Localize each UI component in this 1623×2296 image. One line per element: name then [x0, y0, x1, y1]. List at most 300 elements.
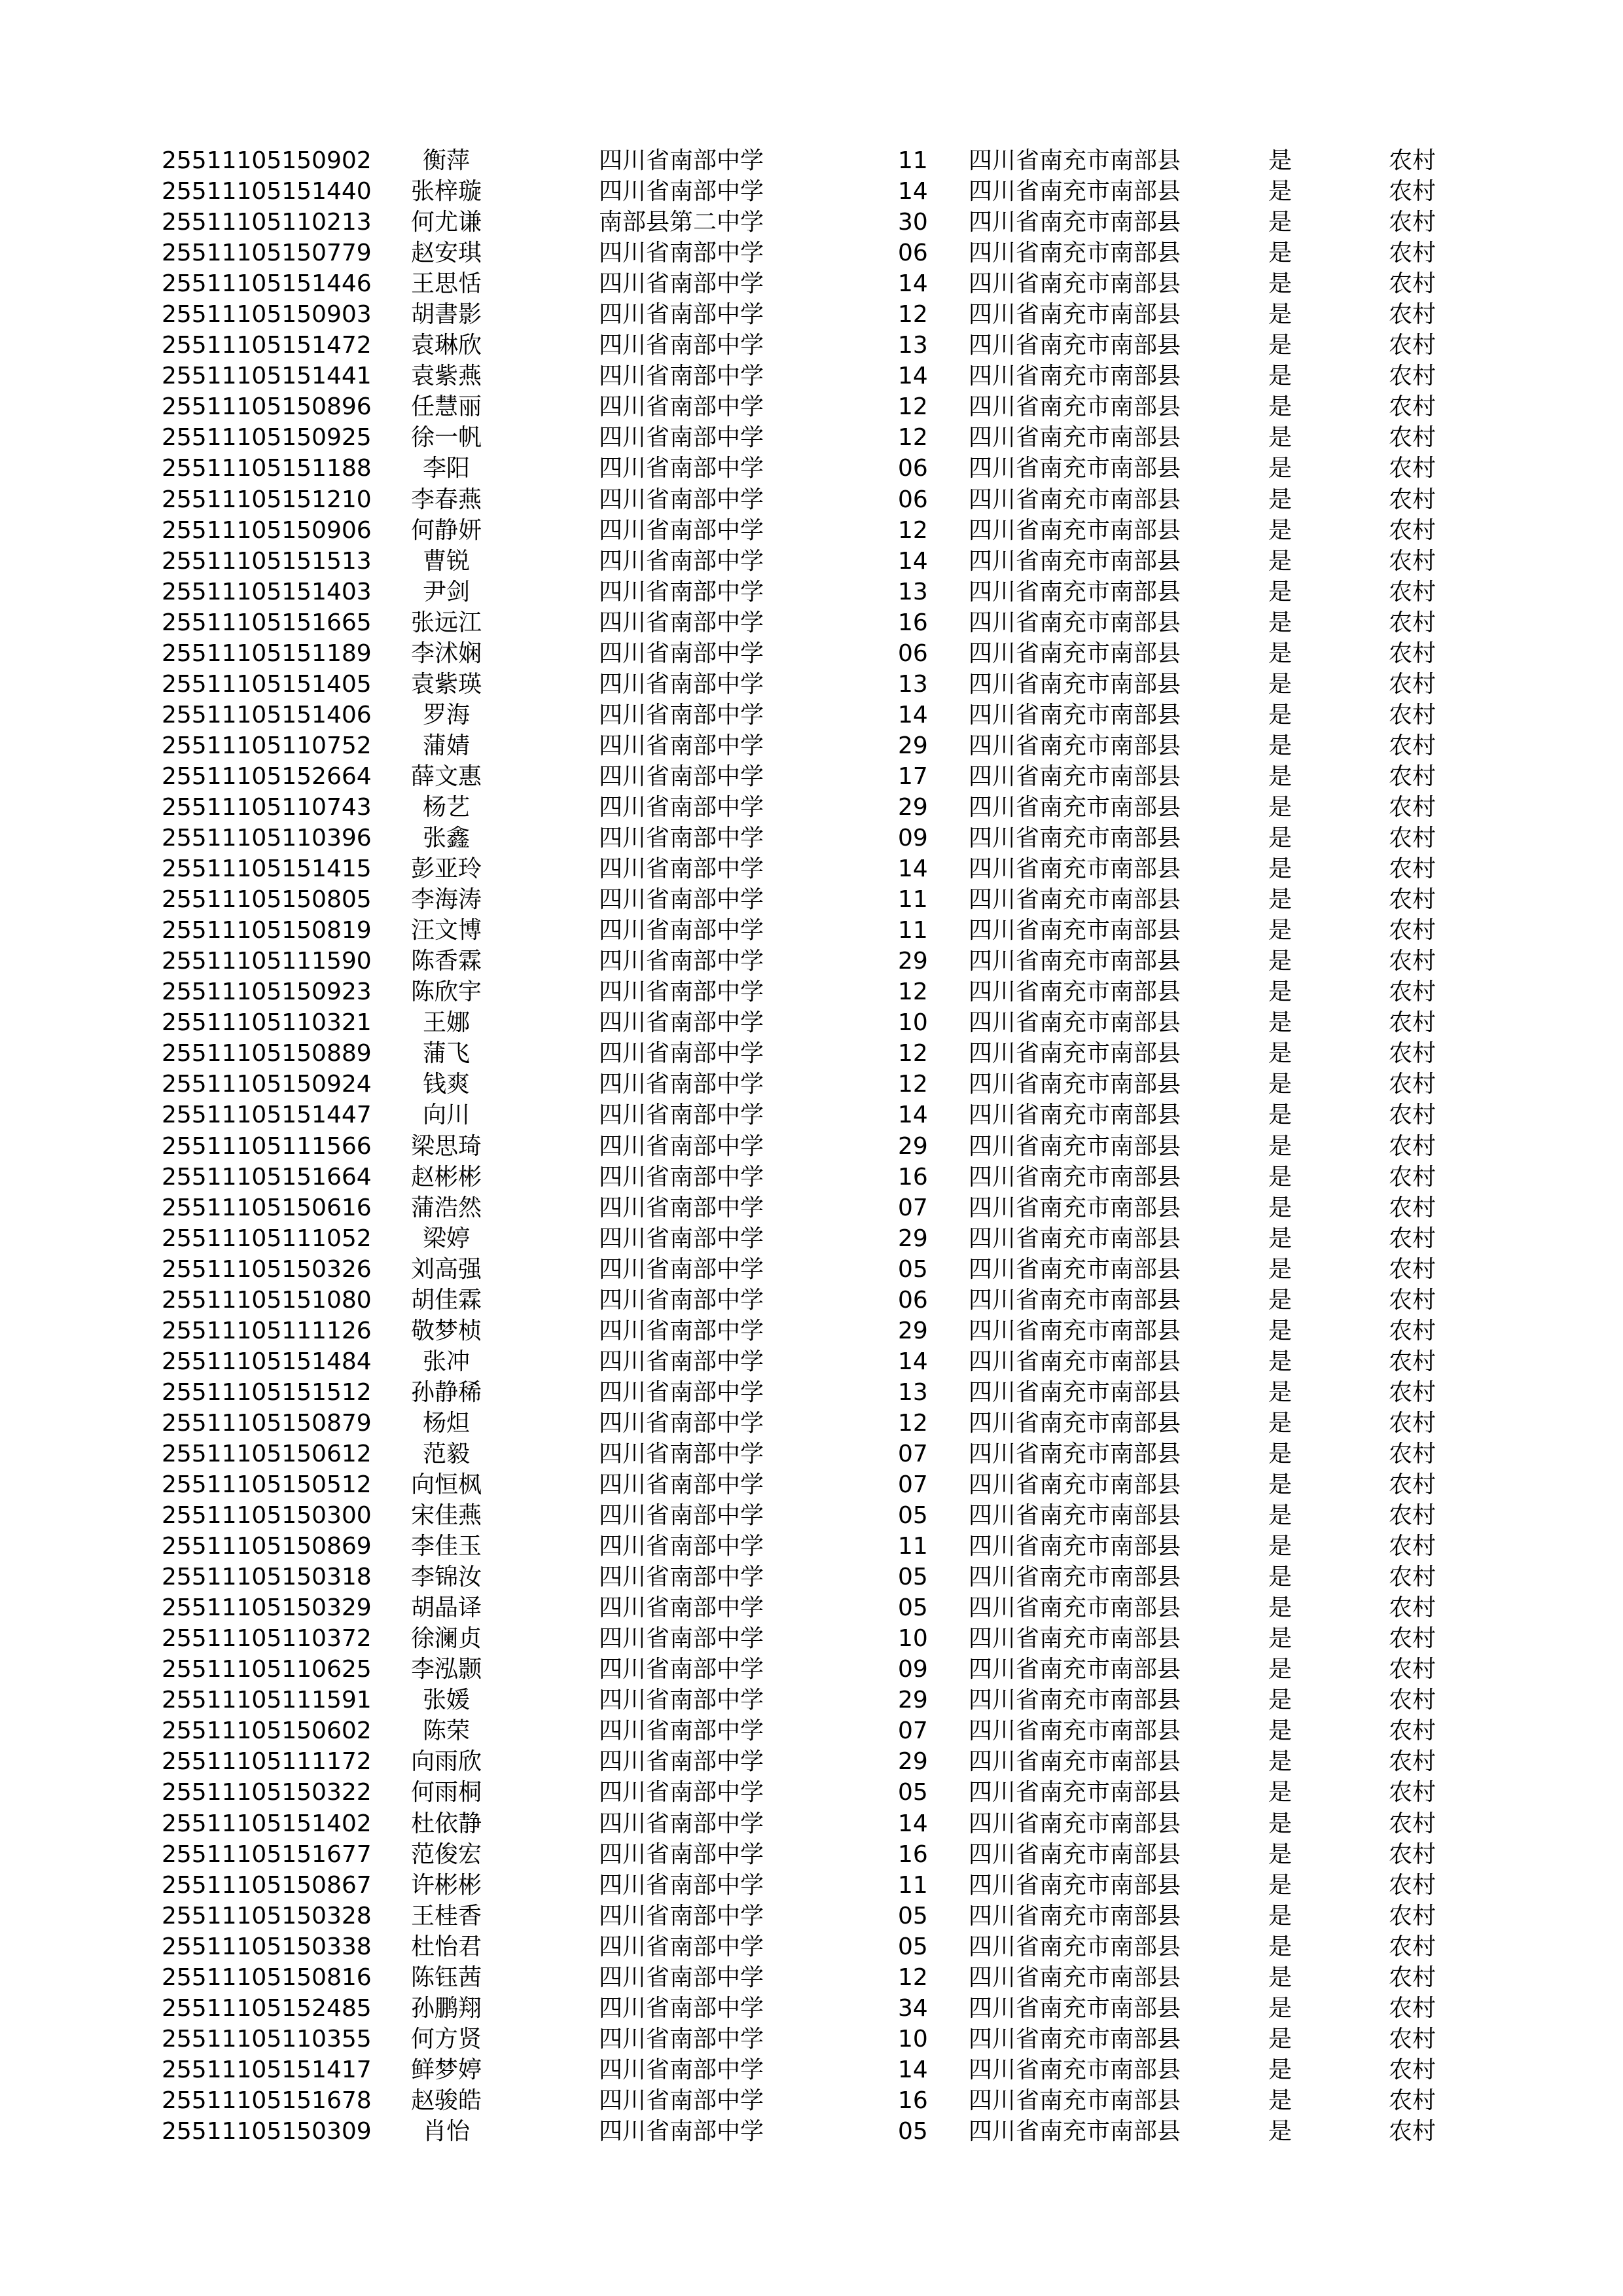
code-cell: 06 — [898, 240, 928, 267]
student-name-cell: 陈钰茜 — [410, 1964, 482, 1991]
flag-cell: 是 — [1268, 2025, 1293, 2053]
residence-type-cell: 农村 — [1389, 1132, 1436, 1160]
flag-cell: 是 — [1268, 1779, 1293, 1806]
residence-type-cell: 农村 — [1389, 732, 1436, 759]
table-row — [0, 453, 1623, 484]
code-cell: 07 — [898, 1194, 928, 1221]
residence-type-cell: 农村 — [1389, 2056, 1436, 2083]
school-name-cell: 四川省南部中学 — [599, 609, 764, 636]
flag-cell: 是 — [1268, 609, 1293, 636]
exam-number-cell: 25511105150889 — [162, 1040, 372, 1067]
exam-number-cell: 25511105150816 — [162, 1964, 372, 1991]
student-name-cell: 王娜 — [422, 1009, 470, 1037]
flag-cell: 是 — [1268, 855, 1293, 883]
residence-type-cell: 农村 — [1389, 1656, 1436, 1683]
flag-cell: 是 — [1268, 578, 1293, 605]
table-row — [0, 299, 1623, 330]
flag-cell: 是 — [1268, 886, 1293, 914]
exam-number-cell: 25511105150924 — [162, 1071, 372, 1098]
code-cell: 29 — [898, 1132, 928, 1160]
code-cell: 11 — [898, 147, 928, 174]
table-row — [0, 484, 1623, 515]
code-cell: 29 — [898, 1317, 928, 1344]
residence-type-cell: 农村 — [1389, 762, 1436, 790]
residence-type-cell: 农村 — [1389, 1748, 1436, 1776]
table-row — [0, 1038, 1623, 1069]
exam-number-cell: 25511105151440 — [162, 178, 372, 206]
school-name-cell: 四川省南部中学 — [599, 1040, 764, 1067]
exam-number-cell: 25511105151405 — [162, 670, 372, 698]
exam-number-cell: 25511105111172 — [162, 1748, 372, 1776]
student-name-cell: 敬梦桢 — [410, 1317, 482, 1344]
flag-cell: 是 — [1268, 1871, 1293, 1899]
exam-number-cell: 25511105150322 — [162, 1779, 372, 1806]
flag-cell: 是 — [1268, 270, 1293, 298]
school-name-cell: 四川省南部中学 — [599, 732, 764, 759]
code-cell: 06 — [898, 455, 928, 482]
exam-number-cell: 25511105150309 — [162, 2118, 372, 2145]
table-row — [0, 2054, 1623, 2085]
student-name-cell: 赵彬彬 — [410, 1163, 482, 1191]
code-cell: 29 — [898, 793, 928, 821]
code-cell: 29 — [898, 948, 928, 975]
school-name-cell: 四川省南部中学 — [599, 1656, 764, 1683]
exam-number-cell: 25511105111052 — [162, 1225, 372, 1252]
school-name-cell: 四川省南部中学 — [599, 1994, 764, 2022]
region-cell: 四川省南充市南部县 — [969, 1964, 1181, 1991]
region-cell: 四川省南充市南部县 — [969, 793, 1181, 821]
region-cell: 四川省南充市南部县 — [969, 1594, 1181, 1622]
exam-number-cell: 25511105111591 — [162, 1687, 372, 1714]
table-row — [0, 577, 1623, 607]
exam-number-cell: 25511105151664 — [162, 1163, 372, 1191]
flag-cell: 是 — [1268, 1810, 1293, 1837]
residence-type-cell: 农村 — [1389, 516, 1436, 544]
table-row — [0, 1285, 1623, 1316]
region-cell: 四川省南充市南部县 — [969, 1194, 1181, 1221]
region-cell: 四川省南充市南部县 — [969, 1163, 1181, 1191]
school-name-cell: 四川省南部中学 — [599, 1902, 764, 1929]
table-row — [0, 515, 1623, 546]
residence-type-cell: 农村 — [1389, 209, 1436, 236]
school-name-cell: 四川省南部中学 — [599, 1502, 764, 1530]
school-name-cell: 四川省南部中学 — [599, 147, 764, 174]
table-row — [0, 884, 1623, 915]
region-cell: 四川省南充市南部县 — [969, 1348, 1181, 1375]
residence-type-cell: 农村 — [1389, 2025, 1436, 2053]
residence-type-cell: 农村 — [1389, 609, 1436, 636]
residence-type-cell: 农村 — [1389, 486, 1436, 513]
school-name-cell: 四川省南部中学 — [599, 393, 764, 421]
school-name-cell: 四川省南部中学 — [599, 793, 764, 821]
code-cell: 11 — [898, 1871, 928, 1899]
student-name-cell: 赵安琪 — [410, 240, 482, 267]
school-name-cell: 四川省南部中学 — [599, 1779, 764, 1806]
school-name-cell: 四川省南部中学 — [599, 1409, 764, 1437]
student-name-cell: 任慧丽 — [410, 393, 482, 421]
student-name-cell: 胡佳霖 — [410, 1286, 482, 1314]
code-cell: 17 — [898, 762, 928, 790]
region-cell: 四川省南充市南部县 — [969, 1071, 1181, 1098]
table-row — [0, 1839, 1623, 1870]
student-name-cell: 李泓颢 — [410, 1656, 482, 1683]
residence-type-cell: 农村 — [1389, 1533, 1436, 1560]
flag-cell: 是 — [1268, 793, 1293, 821]
region-cell: 四川省南充市南部县 — [969, 1132, 1181, 1160]
school-name-cell: 四川省南部中学 — [599, 762, 764, 790]
flag-cell: 是 — [1268, 2118, 1293, 2145]
flag-cell: 是 — [1268, 1656, 1293, 1683]
code-cell: 13 — [898, 1378, 928, 1406]
school-name-cell: 南部县第二中学 — [599, 209, 764, 236]
student-name-cell: 孙鹏翔 — [410, 1994, 482, 2022]
flag-cell: 是 — [1268, 1378, 1293, 1406]
residence-type-cell: 农村 — [1389, 332, 1436, 359]
residence-type-cell: 农村 — [1389, 1687, 1436, 1714]
exam-number-cell: 25511105151417 — [162, 2056, 372, 2083]
student-name-cell: 胡書影 — [410, 301, 482, 329]
region-cell: 四川省南充市南部县 — [969, 486, 1181, 513]
code-cell: 06 — [898, 1286, 928, 1314]
region-cell: 四川省南充市南部县 — [969, 1040, 1181, 1067]
table-row — [0, 638, 1623, 669]
student-name-cell: 蒲婧 — [422, 732, 470, 759]
code-cell: 16 — [898, 1840, 928, 1868]
exam-number-cell: 25511105151447 — [162, 1102, 372, 1129]
flag-cell: 是 — [1268, 639, 1293, 667]
table-row — [0, 1100, 1623, 1130]
exam-number-cell: 25511105150879 — [162, 1409, 372, 1437]
student-name-cell: 何尤谦 — [410, 209, 482, 236]
residence-type-cell: 农村 — [1389, 2087, 1436, 2114]
school-name-cell: 四川省南部中学 — [599, 1748, 764, 1776]
code-cell: 16 — [898, 2087, 928, 2114]
residence-type-cell: 农村 — [1389, 1964, 1436, 1991]
table-row — [0, 1592, 1623, 1623]
student-name-cell: 范毅 — [422, 1440, 470, 1467]
table-row — [0, 1931, 1623, 1962]
student-name-cell: 王桂香 — [410, 1902, 482, 1929]
exam-number-cell: 25511105151446 — [162, 270, 372, 298]
school-name-cell: 四川省南部中学 — [599, 1286, 764, 1314]
student-name-cell: 张梓璇 — [410, 178, 482, 206]
region-cell: 四川省南充市南部县 — [969, 1409, 1181, 1437]
flag-cell: 是 — [1268, 978, 1293, 1006]
table-row — [0, 1808, 1623, 1839]
exam-number-cell: 25511105150925 — [162, 424, 372, 452]
code-cell: 09 — [898, 825, 928, 852]
table-row — [0, 1439, 1623, 1469]
student-name-cell: 许彬彬 — [410, 1871, 482, 1899]
student-name-cell: 曹锐 — [422, 547, 470, 575]
exam-number-cell: 25511105150923 — [162, 978, 372, 1006]
code-cell: 12 — [898, 978, 928, 1006]
exam-number-cell: 25511105110752 — [162, 732, 372, 759]
school-name-cell: 四川省南部中学 — [599, 1594, 764, 1622]
region-cell: 四川省南充市南部县 — [969, 332, 1181, 359]
region-cell: 四川省南充市南部县 — [969, 2025, 1181, 2053]
code-cell: 12 — [898, 1040, 928, 1067]
residence-type-cell: 农村 — [1389, 1255, 1436, 1283]
school-name-cell: 四川省南部中学 — [599, 270, 764, 298]
exam-number-cell: 25511105150329 — [162, 1594, 372, 1622]
school-name-cell: 四川省南部中学 — [599, 1348, 764, 1375]
code-cell: 12 — [898, 424, 928, 452]
school-name-cell: 四川省南部中学 — [599, 1378, 764, 1406]
table-row — [0, 1993, 1623, 2024]
region-cell: 四川省南充市南部县 — [969, 1225, 1181, 1252]
residence-type-cell: 农村 — [1389, 1071, 1436, 1098]
region-cell: 四川省南充市南部县 — [969, 209, 1181, 236]
flag-cell: 是 — [1268, 1687, 1293, 1714]
region-cell: 四川省南充市南部县 — [969, 1440, 1181, 1467]
code-cell: 14 — [898, 1102, 928, 1129]
residence-type-cell: 农村 — [1389, 1317, 1436, 1344]
student-name-cell: 胡晶译 — [410, 1594, 482, 1622]
exam-number-cell: 25511105150903 — [162, 301, 372, 329]
residence-type-cell: 农村 — [1389, 1594, 1436, 1622]
table-row — [0, 361, 1623, 391]
school-name-cell: 四川省南部中学 — [599, 1225, 764, 1252]
code-cell: 10 — [898, 2025, 928, 2053]
region-cell: 四川省南充市南部县 — [969, 670, 1181, 698]
table-row — [0, 145, 1623, 176]
exam-number-cell: 25511105111126 — [162, 1317, 372, 1344]
region-cell: 四川省南充市南部县 — [969, 825, 1181, 852]
school-name-cell: 四川省南部中学 — [599, 516, 764, 544]
student-name-cell: 向川 — [422, 1102, 470, 1129]
student-name-cell: 梁思琦 — [410, 1132, 482, 1160]
student-name-cell: 杜怡君 — [410, 1933, 482, 1960]
residence-type-cell: 农村 — [1389, 1102, 1436, 1129]
residence-type-cell: 农村 — [1389, 1163, 1436, 1191]
code-cell: 34 — [898, 1994, 928, 2022]
residence-type-cell: 农村 — [1389, 363, 1436, 390]
student-name-cell: 薛文惠 — [410, 762, 482, 790]
school-name-cell: 四川省南部中学 — [599, 547, 764, 575]
school-name-cell: 四川省南部中学 — [599, 1964, 764, 1991]
school-name-cell: 四川省南部中学 — [599, 1440, 764, 1467]
region-cell: 四川省南充市南部县 — [969, 178, 1181, 206]
region-cell: 四川省南充市南部县 — [969, 578, 1181, 605]
flag-cell: 是 — [1268, 1564, 1293, 1591]
school-name-cell: 四川省南部中学 — [599, 1255, 764, 1283]
residence-type-cell: 农村 — [1389, 424, 1436, 452]
code-cell: 14 — [898, 270, 928, 298]
region-cell: 四川省南充市南部县 — [969, 1840, 1181, 1868]
table-row — [0, 176, 1623, 207]
student-name-cell: 向雨欣 — [410, 1748, 482, 1776]
residence-type-cell: 农村 — [1389, 455, 1436, 482]
school-name-cell: 四川省南部中学 — [599, 639, 764, 667]
school-name-cell: 四川省南部中学 — [599, 825, 764, 852]
residence-type-cell: 农村 — [1389, 240, 1436, 267]
school-name-cell: 四川省南部中学 — [599, 2056, 764, 2083]
flag-cell: 是 — [1268, 1409, 1293, 1437]
residence-type-cell: 农村 — [1389, 1840, 1436, 1868]
exam-number-cell: 25511105150338 — [162, 1933, 372, 1960]
flag-cell: 是 — [1268, 1964, 1293, 1991]
code-cell: 05 — [898, 2118, 928, 2145]
residence-type-cell: 农村 — [1389, 639, 1436, 667]
table-row — [0, 207, 1623, 238]
exam-number-cell: 25511105150326 — [162, 1255, 372, 1283]
student-name-cell: 张媛 — [422, 1687, 470, 1714]
table-row — [0, 792, 1623, 823]
code-cell: 11 — [898, 886, 928, 914]
flag-cell: 是 — [1268, 1902, 1293, 1929]
student-name-cell: 赵骏皓 — [410, 2087, 482, 2114]
table-row — [0, 1254, 1623, 1285]
table-row — [0, 1870, 1623, 1901]
flag-cell: 是 — [1268, 1440, 1293, 1467]
residence-type-cell: 农村 — [1389, 1194, 1436, 1221]
exam-number-cell: 25511105151210 — [162, 486, 372, 513]
table-row — [0, 238, 1623, 268]
table-row — [0, 700, 1623, 730]
residence-type-cell: 农村 — [1389, 547, 1436, 575]
region-cell: 四川省南充市南部县 — [969, 1994, 1181, 2022]
exam-number-cell: 25511105151677 — [162, 1840, 372, 1868]
flag-cell: 是 — [1268, 1194, 1293, 1221]
table-row — [0, 546, 1623, 577]
region-cell: 四川省南充市南部县 — [969, 393, 1181, 421]
region-cell: 四川省南充市南部县 — [969, 1933, 1181, 1960]
region-cell: 四川省南充市南部县 — [969, 2118, 1181, 2145]
exam-number-cell: 25511105150300 — [162, 1502, 372, 1530]
residence-type-cell: 农村 — [1389, 1286, 1436, 1314]
flag-cell: 是 — [1268, 147, 1293, 174]
student-name-cell: 陈荣 — [422, 1717, 470, 1745]
residence-type-cell: 农村 — [1389, 1779, 1436, 1806]
code-cell: 05 — [898, 1594, 928, 1622]
table-row — [0, 1901, 1623, 1931]
student-name-cell: 蒲飞 — [422, 1040, 470, 1067]
region-cell: 四川省南充市南部县 — [969, 762, 1181, 790]
residence-type-cell: 农村 — [1389, 1810, 1436, 1837]
region-cell: 四川省南充市南部县 — [969, 701, 1181, 728]
school-name-cell: 四川省南部中学 — [599, 1625, 764, 1653]
residence-type-cell: 农村 — [1389, 178, 1436, 206]
region-cell: 四川省南充市南部县 — [969, 1255, 1181, 1283]
table-row — [0, 391, 1623, 422]
flag-cell: 是 — [1268, 393, 1293, 421]
code-cell: 14 — [898, 701, 928, 728]
flag-cell: 是 — [1268, 1286, 1293, 1314]
school-name-cell: 四川省南部中学 — [599, 670, 764, 698]
school-name-cell: 四川省南部中学 — [599, 1564, 764, 1591]
flag-cell: 是 — [1268, 1102, 1293, 1129]
flag-cell: 是 — [1268, 1625, 1293, 1653]
region-cell: 四川省南充市南部县 — [969, 2056, 1181, 2083]
code-cell: 06 — [898, 486, 928, 513]
residence-type-cell: 农村 — [1389, 825, 1436, 852]
residence-type-cell: 农村 — [1389, 1378, 1436, 1406]
student-name-cell: 李佳玉 — [410, 1533, 482, 1560]
region-cell: 四川省南充市南部县 — [969, 424, 1181, 452]
school-name-cell: 四川省南部中学 — [599, 2118, 764, 2145]
flag-cell: 是 — [1268, 209, 1293, 236]
residence-type-cell: 农村 — [1389, 701, 1436, 728]
code-cell: 16 — [898, 609, 928, 636]
exam-number-cell: 25511105151441 — [162, 363, 372, 390]
code-cell: 05 — [898, 1502, 928, 1530]
residence-type-cell: 农村 — [1389, 301, 1436, 329]
table-row — [0, 761, 1623, 792]
residence-type-cell: 农村 — [1389, 1502, 1436, 1530]
school-name-cell: 四川省南部中学 — [599, 917, 764, 944]
table-row — [0, 977, 1623, 1007]
region-cell: 四川省南充市南部县 — [969, 547, 1181, 575]
school-name-cell: 四川省南部中学 — [599, 1132, 764, 1160]
residence-type-cell: 农村 — [1389, 1225, 1436, 1252]
exam-number-cell: 25511105151484 — [162, 1348, 372, 1375]
code-cell: 12 — [898, 301, 928, 329]
code-cell: 14 — [898, 855, 928, 883]
table-row — [0, 268, 1623, 299]
school-name-cell: 四川省南部中学 — [599, 486, 764, 513]
student-name-cell: 何雨桐 — [410, 1779, 482, 1806]
school-name-cell: 四川省南部中学 — [599, 240, 764, 267]
residence-type-cell: 农村 — [1389, 147, 1436, 174]
exam-number-cell: 25511105151189 — [162, 639, 372, 667]
school-name-cell: 四川省南部中学 — [599, 1071, 764, 1098]
exam-number-cell: 25511105151403 — [162, 578, 372, 605]
exam-number-cell: 25511105151080 — [162, 1286, 372, 1314]
student-name-cell: 杜依静 — [410, 1810, 482, 1837]
region-cell: 四川省南充市南部县 — [969, 609, 1181, 636]
region-cell: 四川省南充市南部县 — [969, 1378, 1181, 1406]
exam-number-cell: 25511105150896 — [162, 393, 372, 421]
code-cell: 14 — [898, 178, 928, 206]
table-row — [0, 2116, 1623, 2147]
student-name-cell: 向恒枫 — [410, 1471, 482, 1499]
student-name-cell: 杨炟 — [422, 1409, 470, 1437]
flag-cell: 是 — [1268, 240, 1293, 267]
region-cell: 四川省南充市南部县 — [969, 1533, 1181, 1560]
student-name-cell: 彭亚玲 — [410, 855, 482, 883]
region-cell: 四川省南充市南部县 — [969, 1687, 1181, 1714]
flag-cell: 是 — [1268, 701, 1293, 728]
table-row — [0, 1193, 1623, 1223]
code-cell: 29 — [898, 1225, 928, 1252]
student-name-cell: 刘高强 — [410, 1255, 482, 1283]
exam-number-cell: 25511105150902 — [162, 147, 372, 174]
exam-number-cell: 25511105150328 — [162, 1902, 372, 1929]
table-row — [0, 1531, 1623, 1562]
flag-cell: 是 — [1268, 1748, 1293, 1776]
flag-cell: 是 — [1268, 1317, 1293, 1344]
code-cell: 14 — [898, 1810, 928, 1837]
student-name-cell: 徐澜贞 — [410, 1625, 482, 1653]
flag-cell: 是 — [1268, 1225, 1293, 1252]
residence-type-cell: 农村 — [1389, 1625, 1436, 1653]
exam-number-cell: 25511105150616 — [162, 1194, 372, 1221]
table-row — [0, 669, 1623, 700]
region-cell: 四川省南充市南部县 — [969, 917, 1181, 944]
flag-cell: 是 — [1268, 1040, 1293, 1067]
residence-type-cell: 农村 — [1389, 1348, 1436, 1375]
flag-cell: 是 — [1268, 424, 1293, 452]
student-name-cell: 张冲 — [422, 1348, 470, 1375]
table-row — [0, 1007, 1623, 1038]
school-name-cell: 四川省南部中学 — [599, 424, 764, 452]
residence-type-cell: 农村 — [1389, 270, 1436, 298]
table-row — [0, 823, 1623, 853]
student-name-cell: 汪文博 — [410, 917, 482, 944]
flag-cell: 是 — [1268, 825, 1293, 852]
code-cell: 29 — [898, 1687, 928, 1714]
